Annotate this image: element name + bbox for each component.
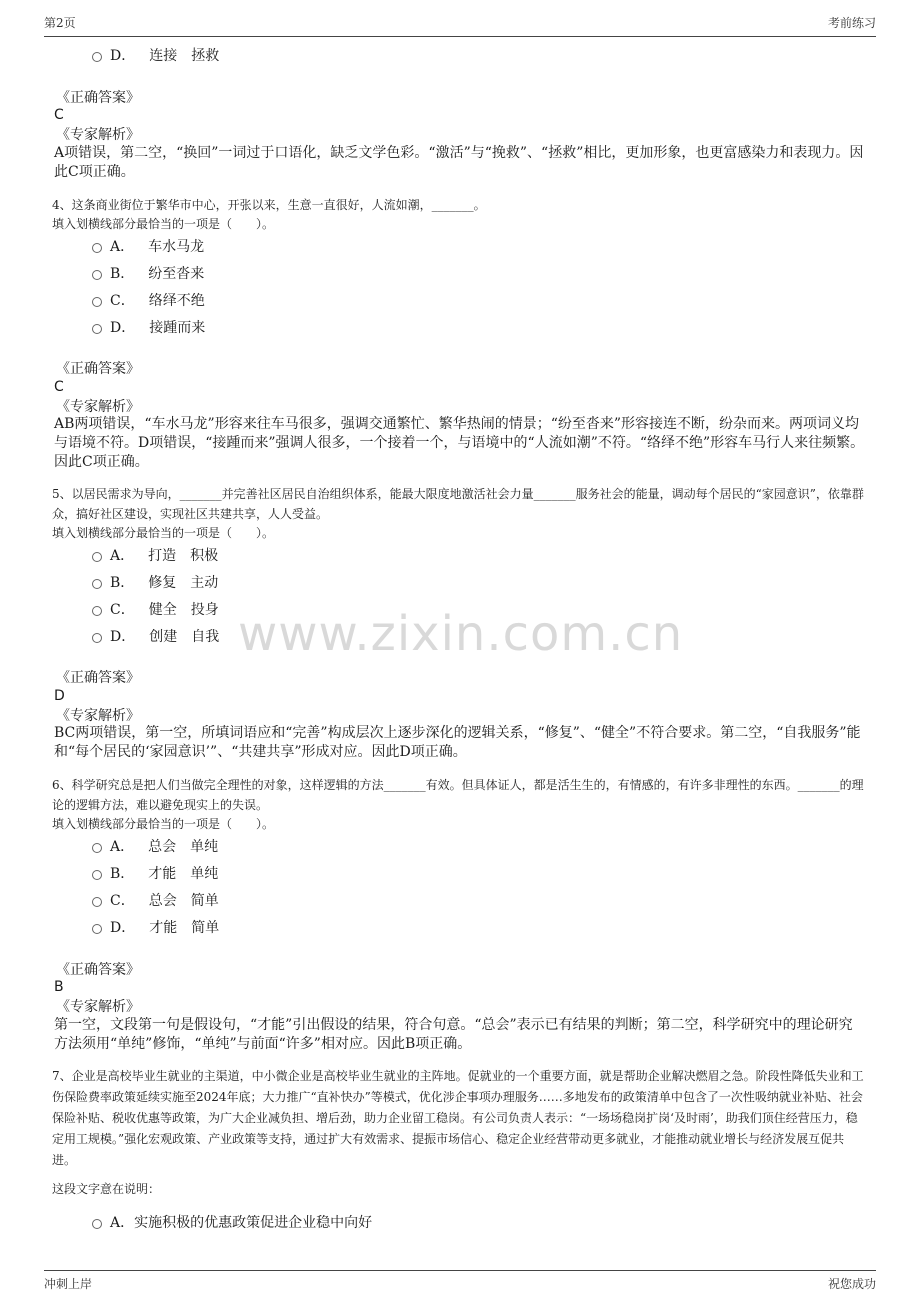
q4-option-c[interactable]: C． 络绎不绝 xyxy=(92,290,205,310)
q6-answer: B xyxy=(54,979,64,995)
radio-icon[interactable] xyxy=(92,843,102,853)
q5-option-a[interactable]: A． 打造 积极 xyxy=(92,545,218,565)
watermark: www.zixin.com.cn xyxy=(238,606,684,662)
q4-stem: 4、这条商业街位于繁华市中心，开张以来，生意一直很好，人流如潮，_______。 xyxy=(52,198,486,212)
radio-icon[interactable] xyxy=(92,324,102,334)
q5-analysis-label: 《专家解析》 xyxy=(56,708,140,724)
q3-answer: C xyxy=(54,107,64,123)
q4-answer-label: 《正确答案》 xyxy=(56,361,140,377)
q6-prompt: 填入划横线部分最恰当的一项是（ ）。 xyxy=(52,817,275,831)
q6-analysis-label: 《专家解析》 xyxy=(56,999,140,1015)
q5-answer-label: 《正确答案》 xyxy=(56,670,140,686)
q5-option-c[interactable]: C． 健全 投身 xyxy=(92,599,219,619)
q7-option-a[interactable]: A． 实施积极的优惠政策促进企业稳中向好 xyxy=(92,1212,372,1232)
q6-option-c[interactable]: C． 总会 简单 xyxy=(92,890,219,910)
radio-icon[interactable] xyxy=(92,606,102,616)
q6-option-b[interactable]: B． 才能 单纯 xyxy=(92,863,218,883)
radio-icon[interactable] xyxy=(92,243,102,253)
radio-icon[interactable] xyxy=(92,870,102,880)
q5-analysis: BC两项错误，第一空，所填词语应和“完善”构成层次上逐步深化的逻辑关系，“修复”、“健全”不符合要求。第二空，“自我服务”能和“每个居民的‘家园意识’”、“共建共享”形成对应。因此D项正确。 xyxy=(54,725,861,760)
radio-icon[interactable] xyxy=(92,1219,102,1229)
q4-prompt: 填入划横线部分最恰当的一项是（ ）。 xyxy=(52,217,275,231)
q6-stem: 6、科学研究总是把人们当做完全理性的对象，这样逻辑的方法_______有效。但具体证人，都是活生生的，有情感的，有许多非理性的东西。_______的理论的逻辑方法，难以避免现实上的失误。 xyxy=(52,778,864,812)
page-number: 第2页 xyxy=(44,16,76,30)
q7-stem: 7、企业是高校毕业生就业的主渠道，中小微企业是高校毕业生就业的主阵地。促就业的一个重要方面，就是帮助企业解决燃眉之急。阶段性降低失业和工伤保险费率政策延续实施至2024年底；大力推广“直补快办”等模式，优化涉企事项办理服务……多地发布的政策清单中包含了一次性吸纳就业补贴、社会保险补贴、税收优惠等政策，为广大企业减负担、增后劲，助力企业留工稳岗。有公司负责人表示：“一场场稳岗扩岗‘及时雨’，助我们顶住经营压力，稳定用工规模。”强化宏观政策、产业政策等支持，通过扩大有效需求、提振市场信心、稳定企业经营带动更多就业，才能推动就业增长与经济发展互促共进。 xyxy=(52,1069,864,1167)
q3-analysis: A项错误，第二空，“换回”一词过于口语化，缺乏文学色彩。“激活”与“挽救”、“拯救”相比，更加形象，也更富感染力和表现力。因此C项正确。 xyxy=(54,145,864,180)
q5-option-b[interactable]: B． 修复 主动 xyxy=(92,572,218,592)
radio-icon[interactable] xyxy=(92,52,102,62)
header-title: 考前练习 xyxy=(827,16,876,30)
footer-left: 冲刺上岸 xyxy=(44,1277,93,1291)
radio-icon[interactable] xyxy=(92,924,102,934)
q5-answer: D xyxy=(54,688,65,704)
q3-option-d[interactable]: D． 连接 拯救 xyxy=(92,45,219,65)
q3-analysis-label: 《专家解析》 xyxy=(56,127,140,143)
q6-answer-label: 《正确答案》 xyxy=(56,962,140,978)
q6-option-d[interactable]: D． 才能 简单 xyxy=(92,917,219,937)
q4-answer: C xyxy=(54,379,64,395)
radio-icon[interactable] xyxy=(92,270,102,280)
radio-icon[interactable] xyxy=(92,897,102,907)
footer-right: 祝您成功 xyxy=(827,1277,876,1291)
q5-prompt: 填入划横线部分最恰当的一项是（ ）。 xyxy=(52,526,275,540)
radio-icon[interactable] xyxy=(92,579,102,589)
radio-icon[interactable] xyxy=(92,297,102,307)
q4-analysis: AB两项错误，“车水马龙”形容来往车马很多，强调交通繁忙、繁华热闹的情景；“纷至沓来”形容接连不断，纷杂而来。两项词义均与语境不符。D项错误，“接踵而来”强调人很多，一个接着一个，与语境中的“人流如潮”不符。“络绎不绝”形容车马行人来往频繁。因此C项正确。 xyxy=(54,416,865,470)
q4-analysis-label: 《专家解析》 xyxy=(56,399,140,415)
radio-icon[interactable] xyxy=(92,633,102,643)
q6-analysis: 第一空，文段第一句是假设句，“才能”引出假设的结果，符合句意。“总会”表示已有结果的判断；第二空，科学研究中的理论研究方法须用“单纯”修饰，“单纯”与前面“许多”相对应。因此B项正确。 xyxy=(54,1017,853,1052)
page-header xyxy=(44,14,876,37)
q5-option-d[interactable]: D． 创建 自我 xyxy=(92,626,219,646)
radio-icon[interactable] xyxy=(92,552,102,562)
q4-option-a[interactable]: A． 车水马龙 xyxy=(92,236,204,256)
q6-option-a[interactable]: A． 总会 单纯 xyxy=(92,836,218,856)
q3-answer-label: 《正确答案》 xyxy=(56,90,140,106)
q5-stem: 5、以居民需求为导向，_______并完善社区居民自治组织体系，能最大限度地激活社会力量_______服务社会的能量，调动每个居民的“家园意识”，依靠群众，搞好社区建设，实现社区共建共享，人人受益。 xyxy=(52,487,864,521)
page-footer xyxy=(44,1270,876,1292)
q7-prompt: 这段文字意在说明： xyxy=(52,1182,161,1196)
q4-option-d[interactable]: D． 接踵而来 xyxy=(92,317,205,337)
q4-option-b[interactable]: B． 纷至沓来 xyxy=(92,263,204,283)
